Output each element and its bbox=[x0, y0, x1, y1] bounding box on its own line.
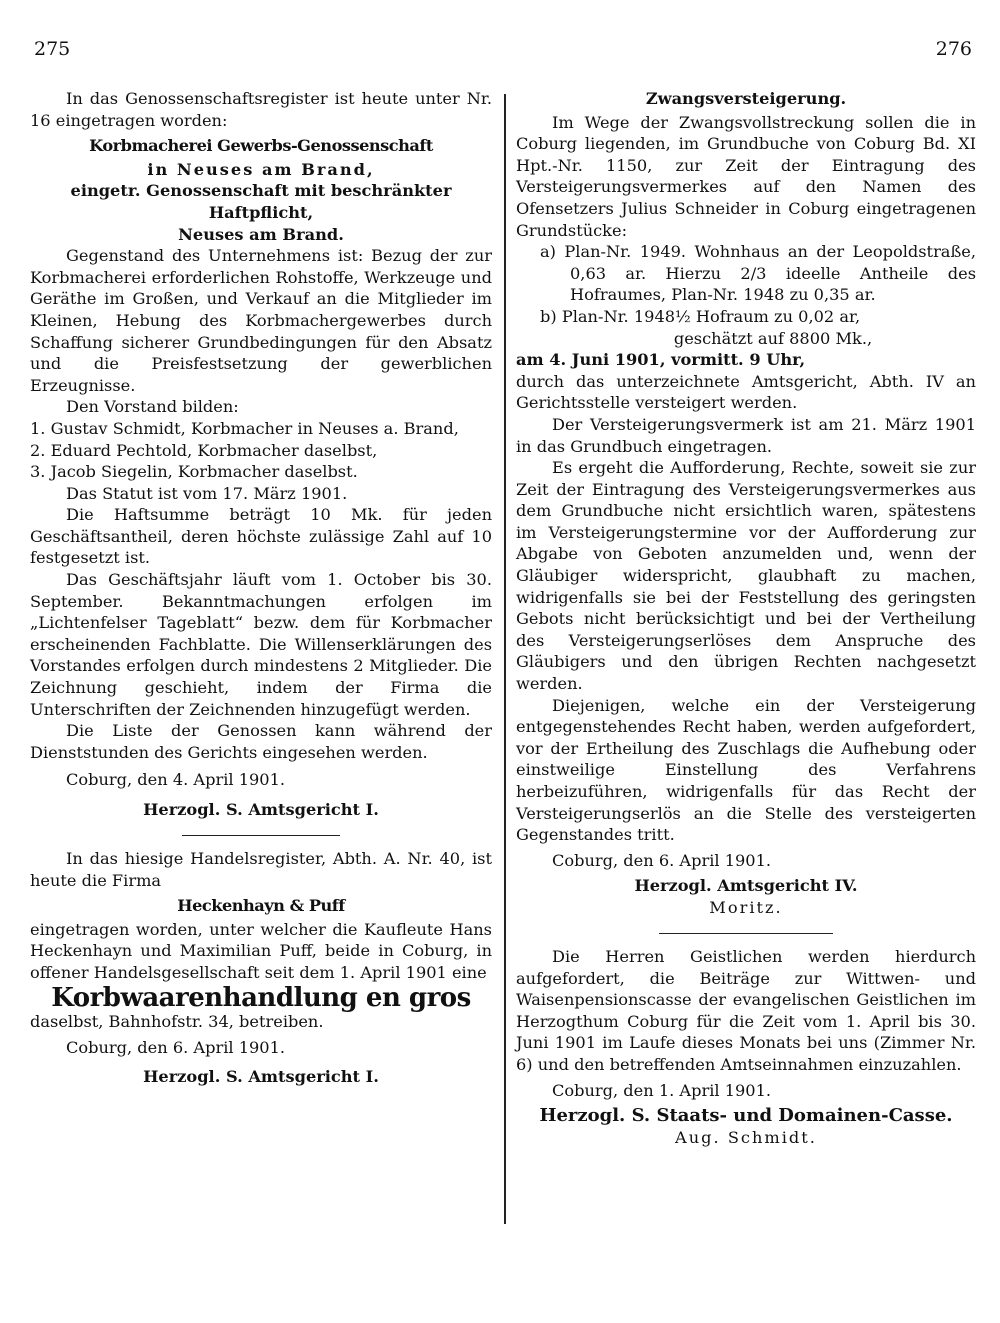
board-member-list bbox=[30, 418, 492, 483]
auction-title: Zwangsversteigerung. bbox=[645, 89, 847, 108]
auction-signature: Herzogl. Amtsgericht IV. bbox=[634, 876, 858, 896]
board-member: 1. Gustav Schmidt, Korbmacher in Neuses a. Brand, bbox=[30, 418, 459, 438]
notice1-title: Korbmacherei Gewerbs-Genossenschaft bbox=[89, 136, 433, 156]
column-divider bbox=[504, 94, 506, 1224]
notice1-form: eingetr. Genossenschaft mit beschränkter Haftpflicht, bbox=[70, 181, 452, 222]
notice2-intro: In das hiesige Handelsregister, Abth. A. Nr. 40, ist heute die Firma bbox=[30, 849, 492, 890]
notice2-firm: Heckenhayn & Puff bbox=[177, 896, 345, 916]
notice2-business: Korbwaarenhandlung en gros bbox=[51, 982, 471, 1013]
page-number-right: 276 bbox=[935, 38, 972, 60]
page-number-left: 275 bbox=[34, 38, 71, 60]
auction-call: Es ergeht die Aufforderung, Rechte, soweit sie zur Zeit der Eintragung des Versteigerungsvermerkes aus dem Grundbuche nicht ersichtlich waren, spätestens im Versteigerungstermine vor der Aufforderung zur Abgabe von Geboten anzumelden und, wenn der Gläubiger widerspricht, glaubhaft zu machen, widrigenfalls sie bei der Feststellung des geringsten Gebots nicht berücksichtigt und bei der Vertheilung des Versteigerungserlöses dem Anspruche des Gläubigers und den übrigen Rechten nachgesetzt werden. bbox=[516, 458, 976, 694]
notice1-liability: Die Haftsumme beträgt 10 Mk. für jeden Geschäftsantheil, deren höchste zulässige Zahl auf 10 festgesetzt ist. bbox=[30, 505, 492, 568]
auction-date: am 4. Juni 1901, vormitt. 9 Uhr, bbox=[516, 350, 806, 370]
notice1-intro: In das Genossenschaftsregister ist heute unter Nr. 16 eingetragen worden: bbox=[30, 89, 492, 130]
notice1-year: Das Geschäftsjahr läuft vom 1. October bis 30. September. Bekanntmachungen erfolgen im „Lichtenfelser Tageblatt“ bezw. dem für Korbmacher erscheinenden Fachblatte. Die Willenserklärungen des Vorstandes erfolgen durch mindestens 2 Mitglieder. Die Zeichnung geschieht, indem der Firma die Unterschriften der Zeichnenden hinzugefügt werden. bbox=[30, 570, 492, 719]
auction-signer: Moritz. bbox=[709, 897, 783, 917]
separator bbox=[659, 933, 834, 935]
notice1-place2: Neuses am Brand. bbox=[178, 224, 344, 244]
board-member: 3. Jacob Siegelin, Korbmacher daselbst. bbox=[30, 462, 358, 482]
property-item: a) Plan-Nr. 1949. Wohnhaus an der Leopoldstraße, 0,63 ar. Hierzu 2/3 ideelle Antheile des Hofraumes, Plan-Nr. 1948 zu 0,35 ar. bbox=[540, 242, 976, 305]
property-list bbox=[516, 241, 976, 349]
notice1-list: Die Liste der Genossen kann während der Dienststunden des Gerichts eingesehen werden. bbox=[30, 721, 492, 762]
separator bbox=[182, 835, 339, 837]
notice1-date: Coburg, den 4. April 1901. bbox=[66, 770, 286, 790]
auction-court: durch das unterzeichnete Amtsgericht, Abth. IV an Gerichtsstelle versteigert werden. bbox=[516, 371, 976, 413]
notice-clergy-date: Coburg, den 1. April 1901. bbox=[552, 1080, 772, 1100]
notice2-signature: Herzogl. S. Amtsgericht I. bbox=[143, 1067, 379, 1087]
auction-oppose: Diejenigen, welche ein der Versteigerung entgegenstehendes Recht haben, werden aufgefordert, vor der Ertheilung des Zuschlags die Aufhebung oder einstweilige Einstellung des Verfahrens herbeizuführen, widrigenfalls für das Recht der Versteigerungserlös an die Stelle des versteigerten Gegenstandes tritt. bbox=[516, 695, 976, 845]
notice2-address: daselbst, Bahnhofstr. 34, betreiben. bbox=[30, 1012, 324, 1032]
notice-clergy-signature: Herzogl. S. Staats- und Domainen-Casse. bbox=[539, 1105, 953, 1127]
notice1-purpose: Gegenstand des Unternehmens ist: Bezug der zur Korbmacherei erforderlichen Rohstoffe, Werkzeuge und Geräthe im Großen, und Verkauf an die Mitglieder im Kleinen, Hebung des Korbmachergewerbes durch Schaffung sicherer Grundbedingungen für den Absatz und die Preisfestsetzung der gewerblichen Erzeugnisse. bbox=[30, 246, 492, 395]
notice2-text: eingetragen worden, unter welcher die Kaufleute Hans Heckenhayn und Maximilian Puff, beide in Coburg, in offener Handelsgesellschaft seit dem 1. April 1901 eine bbox=[30, 919, 492, 983]
board-member: 2. Eduard Pechtold, Korbmacher daselbst, bbox=[30, 440, 378, 460]
notice1-signature: Herzogl. S. Amtsgericht I. bbox=[143, 800, 379, 819]
property-valuation: geschätzt auf 8800 Mk., bbox=[673, 328, 873, 348]
notice-clergy-text: Die Herren Geistlichen werden hierdurch aufgefordert, die Beiträge zur Wittwen- und Waisenpensionscasse der evangelischen Geistlichen im Herzogthum Coburg für die Zeit vom 1. April bis 30. Juni 1901 im Laufe dieses Monats bei uns (Zimmer Nr. 6) und den betreffenden Amtseinnahmen einzuzahlen. bbox=[516, 947, 976, 1075]
notice1-place: in Neuses am Brand, bbox=[147, 159, 375, 179]
auction-dateline: Coburg, den 6. April 1901. bbox=[552, 850, 772, 870]
notice1-board: Den Vorstand bilden: bbox=[66, 397, 239, 417]
right-column bbox=[516, 88, 976, 1148]
auction-entry: Der Versteigerungsvermerk ist am 21. März 1901 in das Grundbuch eingetragen. bbox=[516, 414, 976, 456]
property-item: b) Plan-Nr. 1948½ Hofraum zu 0,02 ar, bbox=[540, 306, 861, 326]
notice2-date: Coburg, den 6. April 1901. bbox=[66, 1037, 286, 1057]
notice-clergy-signer: Aug. Schmidt. bbox=[675, 1127, 817, 1147]
left-column bbox=[30, 88, 492, 1096]
notice1-statute: Das Statut ist vom 17. März 1901. bbox=[66, 483, 348, 503]
auction-intro: Im Wege der Zwangsvollstreckung sollen die in Coburg liegenden, im Grundbuche von Coburg Bd. XI Hpt.-Nr. 1150, zur Zeit der Eintragung des Versteigerungsvermerkes auf den Namen des Ofensetzers Julius Schneider in Coburg eingetragenen Grundstücke: bbox=[516, 112, 976, 240]
